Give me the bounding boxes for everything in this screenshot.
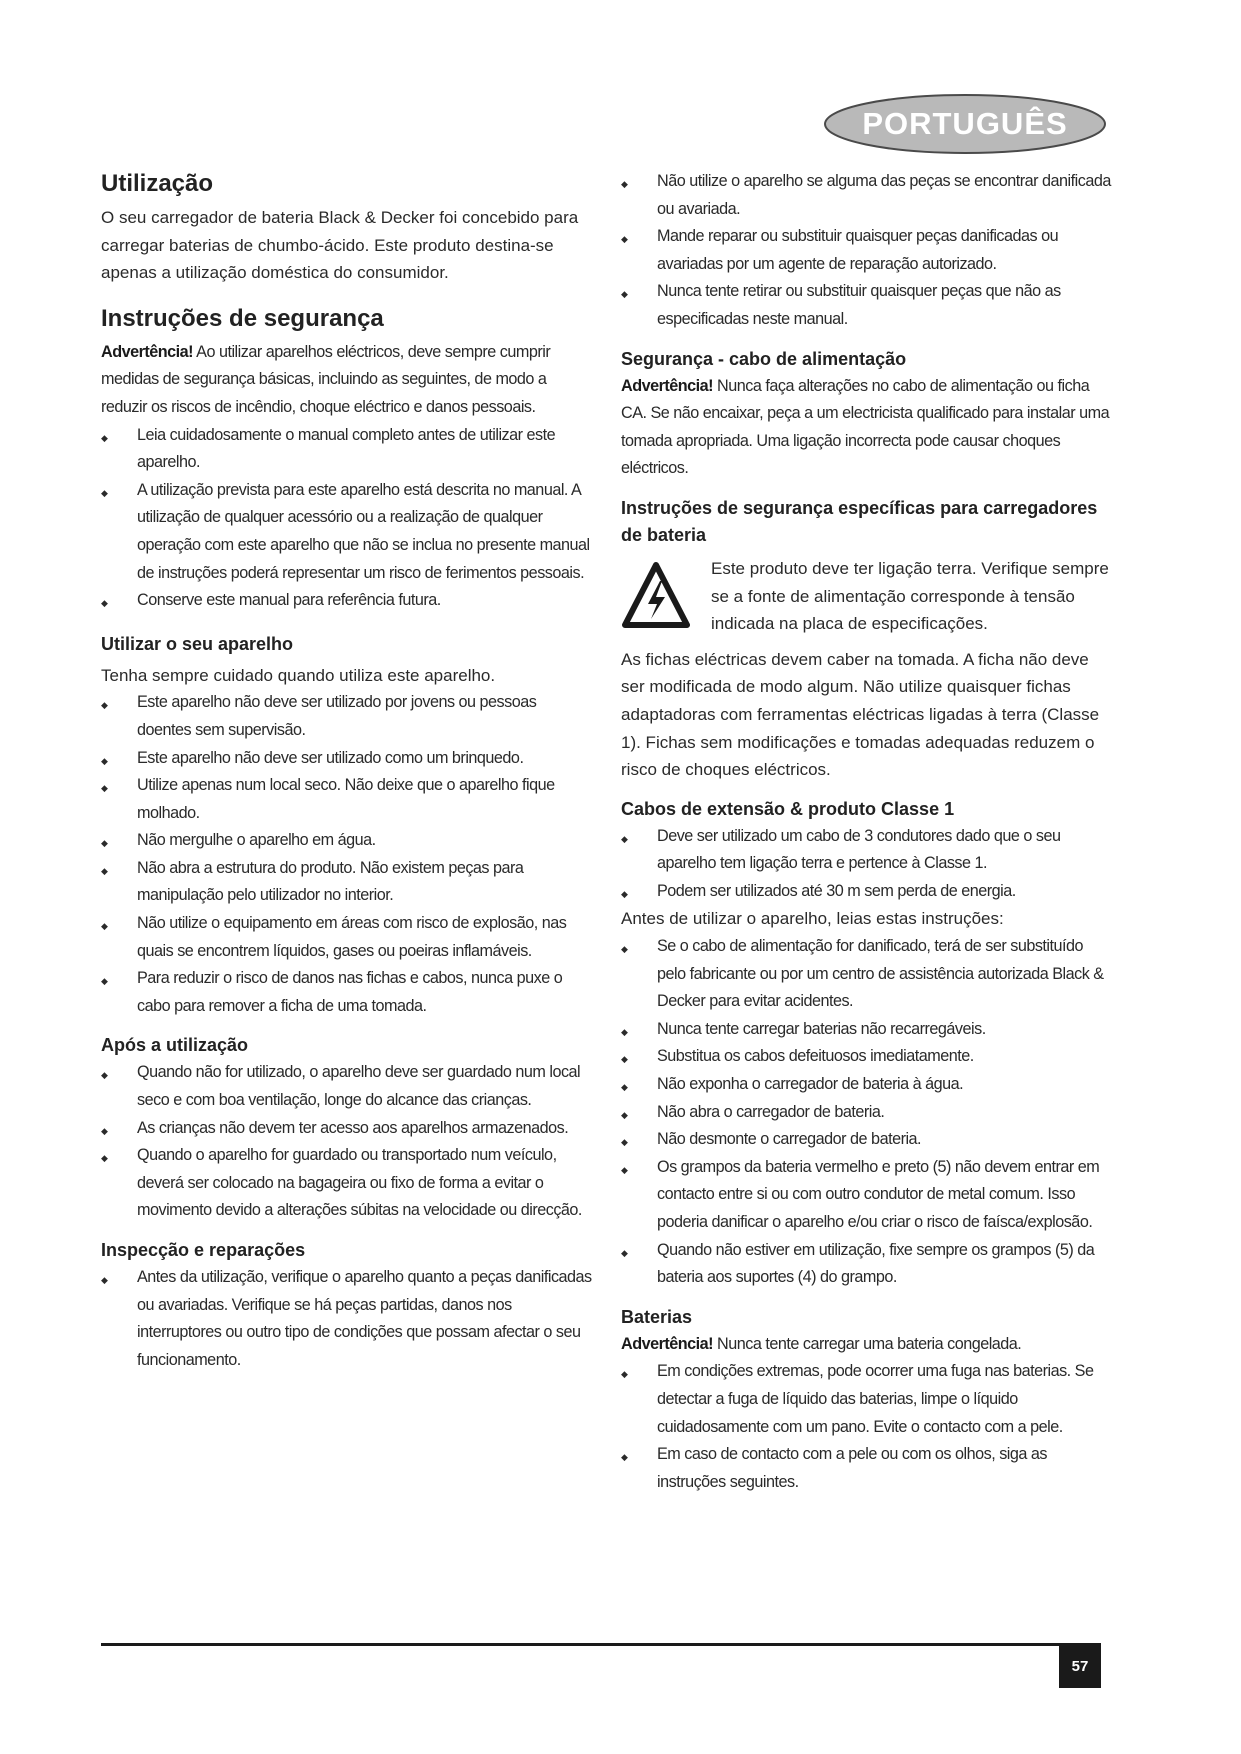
seguranca-warning — [101, 339, 593, 422]
list-item: ◆ Não desmonte o carregador de bateria. — [621, 1126, 1114, 1154]
warning-text: Nunca faça alterações no cabo de alimentação ou ficha CA. Se não encaixar, peça a um electricista qualificado para instalar uma tomada apropriada. Uma ligação incorrecta pode causar choques eléctricos. — [621, 376, 1110, 478]
section-title-utilizacao: Utilização — [101, 170, 214, 197]
section-title-inspeccao: Inspecção e reparações — [101, 1240, 306, 1260]
section-title-extensao: Cabos de extensão & produto Classe 1 — [621, 798, 955, 819]
list-item: ◆ Nunca tente carregar baterias não recarregáveis. — [621, 1016, 1114, 1044]
language-label: PORTUGUÊS — [862, 106, 1068, 141]
warning-text: Ao utilizar aparelhos eléctricos, deve sempre cumprir medidas de segurança básicas, incluindo as seguintes, de modo a reduzir os riscos de incêndio, choque eléctrico e danos pessoais. — [101, 342, 551, 416]
inspeccao-list — [101, 1264, 593, 1374]
right-column — [621, 168, 1114, 1496]
list-item: ◆ Em caso de contacto com a pele ou com os olhos, siga as instruções seguintes. — [621, 1441, 1114, 1496]
list-item: ◆ Não mergulhe o aparelho em água. — [101, 827, 593, 855]
inspeccao-continued-list — [621, 168, 1114, 334]
warning-label: Advertência! — [621, 376, 714, 395]
list-item: ◆ Não utilize o aparelho se alguma das peças se encontrar danificada ou avariada. — [621, 168, 1114, 223]
section-title-especificas: Instruções de segurança específicas para carregadores de bateria — [621, 497, 1098, 545]
list-item: ◆ Não abra o carregador de bateria. — [621, 1099, 1114, 1127]
list-item: ◆ Deve ser utilizado um cabo de 3 condutores dado que o seu aparelho tem ligação terra e pertence à Classe 1. — [621, 823, 1114, 878]
list-item: ◆ Quando o aparelho for guardado ou transportado num veículo, deverá ser colocado na bagageira ou fixo de forma a evitar o movimento devido a alterações súbitas na velocidade ou direcção. — [101, 1142, 593, 1225]
baterias-list — [621, 1358, 1114, 1496]
list-item: ◆ Substitua os cabos defeituosos imediatamente. — [621, 1043, 1114, 1071]
list-item: ◆ Em condições extremas, pode ocorrer uma fuga nas baterias. Se detectar a fuga de líquido das baterias, limpe o líquido cuidadosamente com um pano. Evite o contacto com a pele. — [621, 1358, 1114, 1441]
cabo-warning — [621, 373, 1114, 483]
list-item: ◆ Quando não estiver em utilização, fixe sempre os grampos (5) da bateria aos suportes (4) do grampo. — [621, 1237, 1114, 1292]
section-title-cabo: Segurança - cabo de alimentação — [621, 348, 907, 369]
baterias-warning — [621, 1331, 1114, 1359]
utilizar-list — [101, 689, 593, 1020]
utilizar-intro: Tenha sempre cuidado quando utiliza este aparelho. — [101, 665, 496, 685]
left-column — [101, 168, 593, 1374]
list-item: ◆ Utilize apenas num local seco. Não deixe que o aparelho fique molhado. — [101, 772, 593, 827]
electric-hazard-icon — [621, 559, 691, 633]
list-item: ◆ Se o cabo de alimentação for danificado, terá de ser substituído pelo fabricante ou por um centro de assistência autorizada Black & Decker para evitar acidentes. — [621, 933, 1114, 1016]
page-number: 57 — [1059, 1646, 1101, 1688]
extensao-list — [621, 823, 1114, 906]
list-item: ◆ Não exponha o carregador de bateria à água. — [621, 1071, 1114, 1099]
extensao-list-2 — [621, 933, 1114, 1292]
especificas-body: As fichas eléctricas devem caber na tomada. A ficha não deve ser modificada de modo algum. Não utilize quaisquer fichas adaptadoras com ferramentas eléctricas ligadas à terra (Classe 1). Fichas sem modificações e tomadas adequadas reduzem o risco de choques eléctricos. — [621, 649, 1100, 780]
list-item: ◆ As crianças não devem ter acesso aos aparelhos armazenados. — [101, 1115, 593, 1143]
warning-text: Nunca tente carregar uma bateria congelada. — [713, 1334, 1022, 1353]
utilizacao-body: O seu carregador de bateria Black & Decker foi concebido para carregar baterias de chumbo-ácido. Este produto destina-se apenas a utilização doméstica do consumidor. — [101, 208, 579, 283]
electric-warning-block — [621, 555, 1114, 638]
footer-rule — [101, 1643, 1101, 1646]
list-item: ◆ Este aparelho não deve ser utilizado como um brinquedo. — [101, 745, 593, 773]
list-item: ◆ Os grampos da bateria vermelho e preto (5) não devem entrar em contacto entre si ou com outro condutor de metal comum. Isso poderia danificar o aparelho e/ou criar o risco de faísca/explosão. — [621, 1154, 1114, 1237]
list-item: ◆ Antes da utilização, verifique o aparelho quanto a peças danificadas ou avariadas. Verifique se há peças partidas, danos nos interruptores ou outro tipo de condições que possam afectar o seu funcionamento. — [101, 1264, 593, 1374]
list-item: ◆ Não abra a estrutura do produto. Não existem peças para manipulação pelo utilizador no interior. — [101, 855, 593, 910]
list-item: ◆ Mande reparar ou substituir quaisquer peças danificadas ou avariadas por um agente de reparação autorizado. — [621, 223, 1114, 278]
electric-warning-text: Este produto deve ter ligação terra. Verifique sempre se a fonte de alimentação corresponde à tensão indicada na placa de especificações. — [711, 558, 1109, 634]
warning-label: Advertência! — [101, 342, 194, 361]
language-badge — [822, 92, 1108, 156]
list-item: ◆ Conserve este manual para referência futura. — [101, 587, 593, 615]
list-item: ◆ Quando não for utilizado, o aparelho deve ser guardado num local seco e com boa ventilação, longe do alcance das crianças. — [101, 1059, 593, 1114]
section-title-utilizar: Utilizar o seu aparelho — [101, 633, 294, 654]
list-item: ◆ Este aparelho não deve ser utilizado por jovens ou pessoas doentes sem supervisão. — [101, 689, 593, 744]
section-title-seguranca: Instruções de segurança — [101, 304, 384, 332]
list-item: ◆ Podem ser utilizados até 30 m sem perda de energia. — [621, 878, 1114, 906]
list-item: ◆ A utilização prevista para este aparelho está descrita no manual. A utilização de qualquer acessório ou a realização de qualquer operação com este aparelho que não se inclua no presente manual de instruções poderá representar um risco de ferimentos pessoais. — [101, 477, 593, 587]
list-item: ◆ Para reduzir o risco de danos nas fichas e cabos, nunca puxe o cabo para remover a ficha de uma tomada. — [101, 965, 593, 1020]
apos-list — [101, 1059, 593, 1225]
warning-label: Advertência! — [621, 1334, 714, 1353]
seguranca-list — [101, 422, 593, 615]
list-item: ◆ Leia cuidadosamente o manual completo antes de utilizar este aparelho. — [101, 422, 593, 477]
section-title-apos: Após a utilização — [101, 1035, 249, 1056]
extensao-intro: Antes de utilizar o aparelho, leias estas instruções: — [621, 909, 1004, 929]
list-item: ◆ Não utilize o equipamento em áreas com risco de explosão, nas quais se encontrem líquidos, gases ou poeiras inflamáveis. — [101, 910, 593, 965]
section-title-baterias: Baterias — [621, 1306, 693, 1327]
list-item: ◆ Nunca tente retirar ou substituir quaisquer peças que não as especificadas neste manual. — [621, 278, 1114, 333]
